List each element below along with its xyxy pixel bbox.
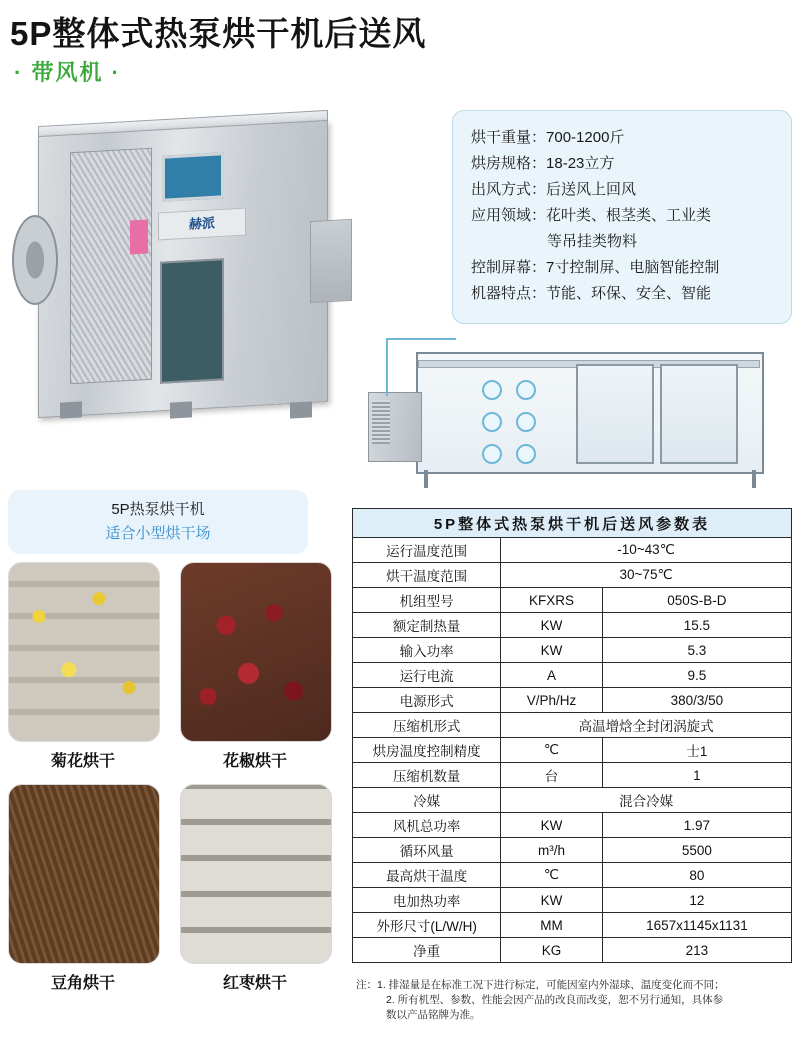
row-value: 1.97 [602, 813, 791, 838]
room-door [660, 364, 738, 464]
page-title: 5P整体式热泵烘干机后送风 [10, 15, 427, 52]
machine-fan-icon [12, 215, 58, 305]
spec-value: 18-23立方 [546, 155, 615, 172]
table-row [353, 838, 792, 863]
spec-value: 7寸控制屏、电脑智能控制 [546, 259, 720, 276]
row-label: 运行温度范围 [353, 538, 501, 563]
row-label: 风机总功率 [353, 813, 501, 838]
row-unit: V/Ph/Hz [501, 688, 603, 713]
machine-control-screen [162, 152, 224, 201]
row-unit: KW [501, 888, 603, 913]
spec-label: 烘干重量： [471, 129, 547, 146]
spec-item-cont [471, 229, 791, 255]
machine-label-tag [130, 219, 148, 254]
row-value: 12 [602, 888, 791, 913]
table-row [353, 688, 792, 713]
row-unit: KW [501, 638, 603, 663]
spec-list-box [452, 110, 792, 324]
table-row [353, 713, 792, 738]
spec-label: 烘房规格： [471, 155, 547, 172]
spec-item [471, 177, 791, 203]
machine-foot [170, 401, 192, 418]
spec-value: 花叶类、根茎类、工业类 [546, 207, 712, 224]
spec-item [471, 125, 791, 151]
jujube-photo [180, 784, 332, 964]
spec-label: 应用领域： [471, 207, 547, 224]
row-unit: A [501, 663, 603, 688]
row-unit: KG [501, 938, 603, 963]
spec-value: 后送风上回风 [546, 181, 637, 198]
caption-line-1: 5P热泵烘干机 [111, 501, 205, 518]
row-label: 输入功率 [353, 638, 501, 663]
row-unit: KW [501, 613, 603, 638]
footnote-line: 2. 所有机型、参数、性能会因产品的改良而改变，恕不另行通知，具体参 [386, 994, 724, 1006]
product-caption: 豆角烘干 [50, 975, 115, 992]
row-value: 5.3 [602, 638, 791, 663]
row-value: 1657x1145x1131 [602, 913, 791, 938]
table-row [353, 913, 792, 938]
machine-brand-logo: 赫派 [158, 208, 246, 241]
row-value: 1 [602, 763, 791, 788]
spec-value: 700-1200斤 [546, 129, 625, 146]
spec-item [471, 203, 791, 229]
spec-label: 机器特点： [471, 285, 547, 302]
table-row [353, 638, 792, 663]
table-row [353, 538, 792, 563]
spec-list [453, 111, 791, 307]
beans-photo [8, 784, 160, 964]
parameter-table [352, 508, 792, 963]
footnote-line: 数以产品铭牌为准。 [386, 1009, 481, 1021]
row-label: 最高烘干温度 [353, 863, 501, 888]
product-cell [8, 562, 158, 771]
row-unit: MM [501, 913, 603, 938]
spec-item [471, 151, 791, 177]
row-label: 外形尺寸(L/W/H) [353, 913, 501, 938]
row-label: 净重 [353, 938, 501, 963]
machine-photo [10, 110, 350, 430]
footnotes [356, 978, 792, 1023]
table-row [353, 788, 792, 813]
row-label: 循环风量 [353, 838, 501, 863]
row-value: 050S-B-D [602, 588, 791, 613]
caption-box [8, 490, 308, 554]
row-unit: ℃ [501, 738, 603, 763]
product-caption: 红枣烘干 [222, 975, 287, 992]
room-leg [752, 470, 756, 488]
machine-foot [290, 401, 312, 418]
row-value: -10~43℃ [501, 538, 792, 563]
table-row [353, 613, 792, 638]
row-value: 5500 [602, 838, 791, 863]
row-value: 15.5 [602, 613, 791, 638]
row-value: 213 [602, 938, 791, 963]
page-subtitle: · 带风机 · [14, 60, 121, 85]
row-label: 冷媒 [353, 788, 501, 813]
spec-label: 控制屏幕： [471, 259, 547, 276]
table-row [353, 663, 792, 688]
spec-label: 出风方式： [471, 181, 547, 198]
table-row [353, 888, 792, 913]
room-fan-icon [482, 412, 502, 432]
table-row [353, 738, 792, 763]
room-fan-icon [516, 380, 536, 400]
parameter-table-wrap [352, 508, 792, 963]
machine-door [160, 258, 224, 384]
room-duct [386, 338, 388, 396]
table-row [353, 863, 792, 888]
room-fan-icon [482, 380, 502, 400]
row-label: 烘干温度范围 [353, 563, 501, 588]
row-value: 30~75℃ [501, 563, 792, 588]
machine-grille-icon [70, 148, 152, 385]
table-row [353, 563, 792, 588]
spec-value: 节能、环保、安全、智能 [546, 285, 712, 302]
caption-line-2: 适合小型烘干场 [105, 525, 211, 542]
footnote-line: 注：1. 排湿量是在标准工况下进行标定，可能因室内外湿球、温度变化而不同； [356, 979, 725, 991]
row-unit: ℃ [501, 863, 603, 888]
room-fan-icon [516, 444, 536, 464]
machine-side-vent [310, 219, 352, 303]
row-value: 9.5 [602, 663, 791, 688]
spec-item [471, 255, 791, 281]
row-value: 80 [602, 863, 791, 888]
row-value: 380/3/50 [602, 688, 791, 713]
spec-value: 等吊挂类物料 [547, 233, 638, 250]
product-cell [180, 562, 330, 771]
row-value: 士1 [602, 738, 791, 763]
row-label: 烘房温度控制精度 [353, 738, 501, 763]
product-cell [180, 784, 330, 993]
row-label: 电源形式 [353, 688, 501, 713]
room-door [576, 364, 654, 464]
room-fan-icon [482, 444, 502, 464]
room-duct [386, 338, 456, 340]
pepper-photo [180, 562, 332, 742]
room-unit-grille-icon [372, 400, 390, 444]
row-label: 压缩机形式 [353, 713, 501, 738]
spec-item [471, 281, 791, 307]
row-label: 压缩机数量 [353, 763, 501, 788]
chrysanthemum-photo [8, 562, 160, 742]
row-label: 额定制热量 [353, 613, 501, 638]
row-unit: m³/h [501, 838, 603, 863]
product-cell [8, 784, 158, 993]
product-caption: 菊花烘干 [50, 753, 115, 770]
table-row [353, 938, 792, 963]
table-row [353, 588, 792, 613]
table-row [353, 813, 792, 838]
row-label: 电加热功率 [353, 888, 501, 913]
room-leg [424, 470, 428, 488]
table-title: 5P整体式热泵烘干机后送风参数表 [353, 509, 792, 538]
row-label: 运行电流 [353, 663, 501, 688]
row-value: 混合冷媒 [501, 788, 792, 813]
room-fan-icon [516, 412, 536, 432]
row-label: 机组型号 [353, 588, 501, 613]
table-header-row [353, 509, 792, 538]
row-value: 高温增焓全封闭涡旋式 [501, 713, 792, 738]
product-caption: 花椒烘干 [222, 753, 287, 770]
row-unit: KW [501, 813, 603, 838]
machine-foot [60, 401, 82, 418]
row-unit: KFXRS [501, 588, 603, 613]
table-row [353, 763, 792, 788]
drying-room-diagram [360, 330, 790, 498]
row-unit: 台 [501, 763, 603, 788]
